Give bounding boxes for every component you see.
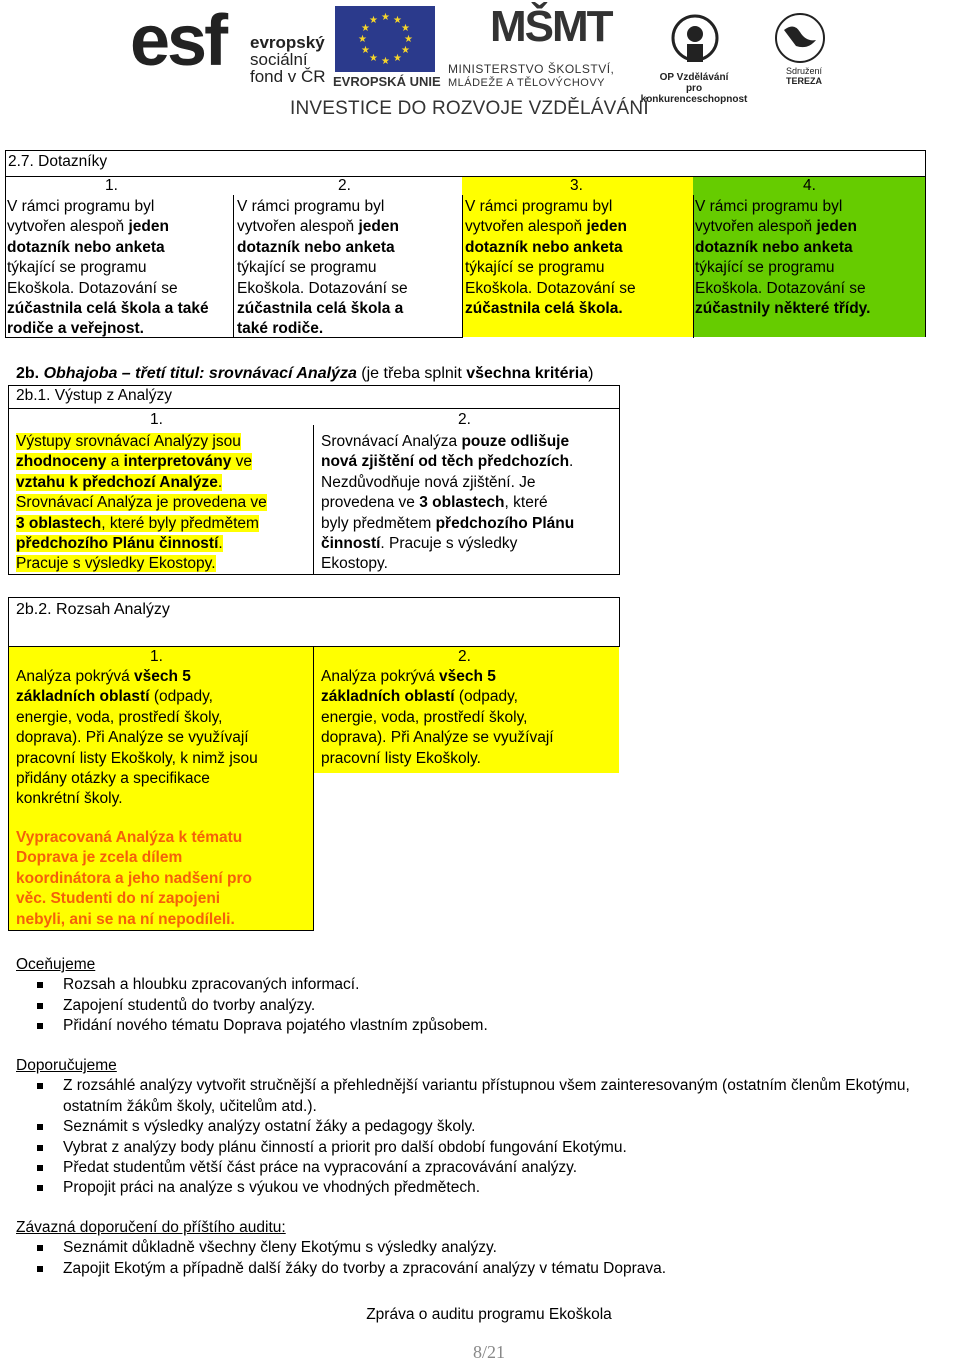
eu-flag-logo	[335, 6, 435, 72]
doporucujeme-item: Propojit práci na analýze s výukou ve vhodných předmětech.	[0, 1178, 960, 1198]
level-3-text: V rámci programu byl vytvořen alespoň jeden dotazník nebo anketa týkající se programu Ekoškola. Dotazování se zúčastnila celá škola.	[465, 198, 636, 318]
invest-slogan: INVESTICE DO ROZVOJE VZDĚLÁVÁNÍ	[290, 98, 649, 119]
svg-text:★: ★	[393, 15, 402, 26]
svg-text:★: ★	[401, 45, 410, 56]
zavazna-section	[16, 1218, 956, 1279]
2b1-level-2-label: 2.	[458, 411, 471, 428]
msmt-caption-1: MINISTERSTVO ŠKOLSTVÍ,	[448, 62, 615, 76]
ocenujeme-section	[16, 955, 956, 1037]
2b2-level-1-label: 1.	[150, 648, 163, 665]
2b2-level-1-text: Analýza pokrývá všech 5 základních oblastí (odpady, energie, voda, prostředí školy, doprava). Při Analýze se využívají pracovní listy Ekoškoly, k nimž jsou přidány otázky a specifikace konkrétní školy.	[16, 668, 258, 808]
2b2-level-1-note: Vypracovaná Analýza k tématu Doprava je zcela dílem koordinátora a jeho nadšení pro věc. Studenti do ní zapojeni nebyli, ani se na ní nepodíleli.	[16, 829, 252, 928]
esf-line-1: evropský	[250, 33, 325, 52]
eu-stars-icon	[335, 6, 435, 72]
tereza-caption-2: TEREZA	[786, 76, 822, 86]
level-2-text: V rámci programu byl vytvořen alespoň jeden dotazník nebo anketa týkající se programu Ekoškola. Dotazování se zúčastnila celá škola a také rodiče.	[237, 198, 408, 338]
tereza-caption-1: Sdružení	[786, 66, 823, 76]
zavazna-title: Závazná doporučení do příštího auditu:	[16, 1219, 286, 1236]
op-caption-1: OP Vzdělávání	[659, 72, 729, 83]
esf-letters: esf	[130, 1, 226, 81]
ocenujeme-item: Zapojení studentů do tvorby analýzy.	[0, 996, 956, 1016]
svg-text:★: ★	[401, 23, 410, 34]
svg-text:★: ★	[381, 12, 390, 23]
svg-text:★: ★	[393, 53, 402, 64]
op-logo	[640, 8, 750, 105]
esf-line-2: sociální	[250, 50, 308, 69]
svg-text:★: ★	[358, 34, 367, 45]
section-2b-heading: 2b. Obhajoba – třetí titul: srovnávací Analýza (je třeba splnit všechna kritéria)	[16, 365, 594, 382]
level-1-label: 1.	[105, 177, 118, 194]
level-1-text: V rámci programu byl vytvořen alespoň jeden dotazník nebo anketa týkající se programu Ekoškola. Dotazování se zúčastnila celá škola a také rodiče a veřejnost.	[7, 198, 209, 338]
level-3-label: 3.	[570, 177, 583, 194]
2b1-level-1-label: 1.	[150, 411, 163, 428]
section-2b2-title: 2b.2. Rozsah Analýzy	[16, 601, 170, 618]
level-2-label: 2.	[338, 177, 351, 194]
eu-caption: EVROPSKÁ UNIE	[333, 74, 441, 89]
level-4-label: 4.	[803, 177, 816, 194]
msmt-caption-2: MLÁDEŽE A TĚLOVÝCHOVY	[448, 77, 606, 89]
tereza-logo	[770, 10, 830, 88]
svg-text:★: ★	[361, 45, 370, 56]
esf-line-3: fond v ČR	[250, 67, 326, 86]
op-figure-icon	[640, 8, 750, 70]
svg-text:★: ★	[369, 15, 378, 26]
svg-text:★: ★	[361, 23, 370, 34]
doporucujeme-item: Předat studentům větší část práce na vypracování a zpracovávání analýzy.	[0, 1158, 960, 1178]
svg-text:★: ★	[404, 34, 413, 45]
ocenujeme-item: Přidání nového tématu Doprava pojatého vlastním způsobem.	[0, 1016, 956, 1036]
msmt-logo	[490, 2, 612, 52]
doporucujeme-item: Seznámit s výsledky analýzy ostatní žáky a pedagogy školy.	[0, 1117, 960, 1137]
svg-text:★: ★	[381, 56, 390, 67]
2b2-level-2-text: Analýza pokrývá všech 5 základních oblastí (odpady, energie, voda, prostředí školy, doprava). Při Analýze se využívají pracovní listy Ekoškoly.	[321, 668, 554, 767]
footer-report: Zpráva o auditu programu Ekoškola	[366, 1306, 612, 1323]
header-logos	[0, 0, 960, 125]
section-2b1-title: 2b.1. Výstup z Analýzy	[16, 387, 172, 404]
2b1-level-1-text: Výstupy srovnávací Analýzy jsou zhodnoceny a interpretovány ve vztahu k předchozí Analýze. Srovnávací Analýza je provedena ve 3 oblastech, které byly předmětem předchozího Plánu činností. Pracuje s výsledky Ekostopy.	[16, 433, 267, 573]
doporucujeme-section	[16, 1056, 960, 1199]
zavazna-item: Seznámit důkladně všechny členy Ekotýmu s výsledky analýzy.	[0, 1238, 956, 1258]
msmt-letters: MŠMT	[490, 2, 612, 51]
earth-icon	[770, 10, 830, 66]
svg-text:★: ★	[369, 53, 378, 64]
ocenujeme-title: Oceňujeme	[16, 956, 96, 973]
ocenujeme-item: Rozsah a hloubku zpracovaných informací.	[0, 975, 956, 995]
2b2-level-2-label: 2.	[458, 648, 471, 665]
doporucujeme-item: Z rozsáhlé analýzy vytvořit stručnější a přehlednější variantu přístupnou všem zainteresovaným (ostatním členům Ekotýmu, ostatním žákům školy, učitelům atd.).	[0, 1076, 960, 1117]
section-27-title: 2.7. Dotazníky	[8, 153, 108, 170]
2b1-level-2-text: Srovnávací Analýza pouze odlišuje nová zjištění od těch předchozích. Nezdůvodňuje nová zjištění. Je provedena ve 3 oblastech, které byly předmětem předchozího Plánu činností. Pracuje s výsledky Ekostopy.	[321, 433, 575, 573]
esf-logo	[130, 1, 330, 88]
doporucujeme-item: Vybrat z analýzy body plánu činností a priorit pro další období fungování Ekotýmu.	[0, 1138, 960, 1158]
op-caption-2: pro konkurenceschopnost	[640, 83, 748, 105]
page-number: 8/21	[472, 1342, 505, 1362]
doporucujeme-title: Doporučujeme	[16, 1057, 117, 1074]
level-4-text: V rámci programu byl vytvořen alespoň jeden dotazník nebo anketa týkající se programu Ekoškola. Dotazování se zúčastnily některé třídy.	[695, 198, 871, 318]
zavazna-item: Zapojit Ekotým a případně další žáky do tvorby a zpracování analýzy v tématu Doprava.	[0, 1259, 956, 1279]
